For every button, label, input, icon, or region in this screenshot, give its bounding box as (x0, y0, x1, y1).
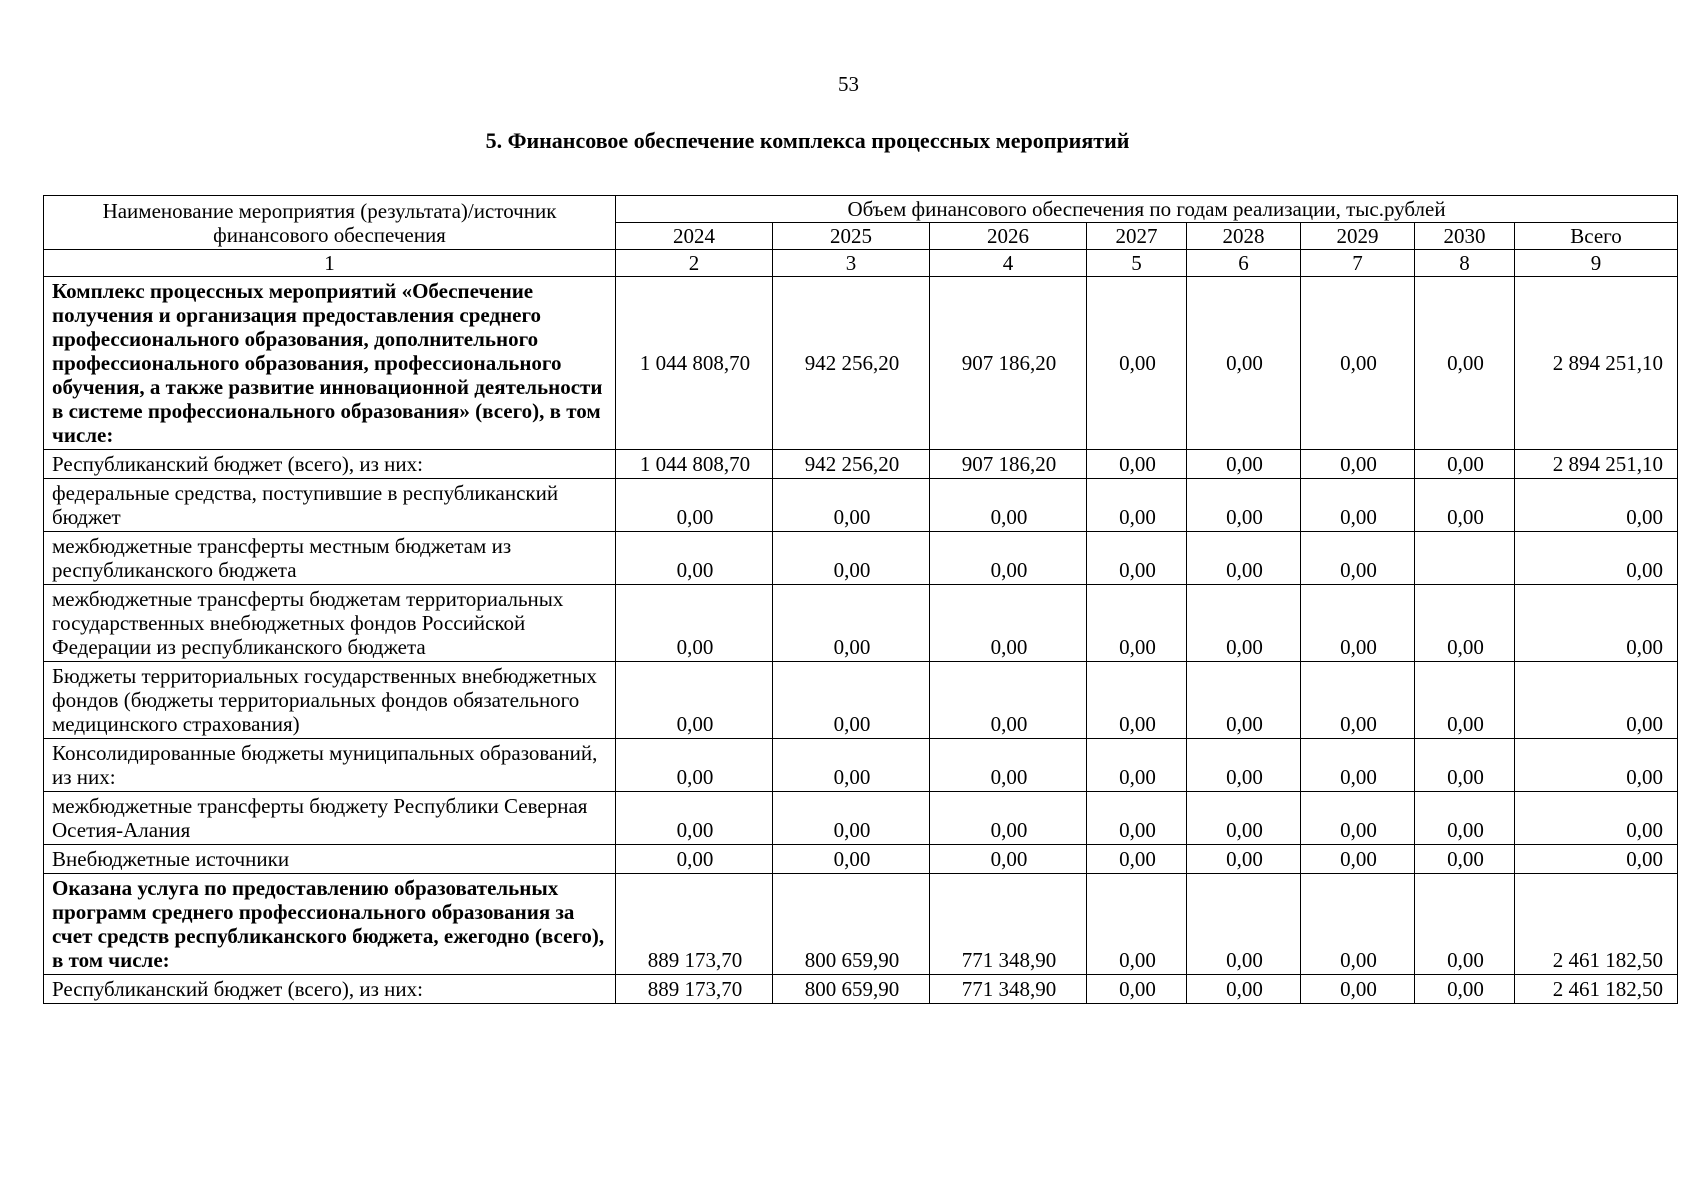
row-value: 0,00 (1415, 585, 1515, 662)
row-value: 0,00 (930, 845, 1087, 874)
row-value: 0,00 (1087, 450, 1187, 479)
row-name: Комплекс процессных мероприятий «Обеспечение получения и организация предоставления среднего профессионального образования, дополнительного профессионального образования, профессионального обучения, а также развитие инновационной деятельности в системе профессионального образования» (всего), в том числе: (44, 277, 616, 450)
row-value: 0,00 (616, 845, 773, 874)
row-value: 0,00 (1415, 277, 1515, 450)
row-value: 0,00 (1301, 585, 1415, 662)
row-value: 0,00 (616, 532, 773, 585)
row-value (1415, 532, 1515, 585)
header-year: 2028 (1187, 223, 1301, 250)
row-total-value: 0,00 (1515, 792, 1678, 845)
row-value: 0,00 (1301, 662, 1415, 739)
row-value: 0,00 (1187, 662, 1301, 739)
row-value: 0,00 (930, 739, 1087, 792)
row-name: межбюджетные трансферты бюджету Республики Северная Осетия-Алания (44, 792, 616, 845)
table-row (44, 277, 1678, 450)
row-value: 0,00 (773, 479, 930, 532)
row-value: 0,00 (773, 662, 930, 739)
row-value: 771 348,90 (930, 874, 1087, 975)
header-year: 2030 (1415, 223, 1515, 250)
row-value: 0,00 (1301, 532, 1415, 585)
row-value: 0,00 (1087, 975, 1187, 1004)
row-value: 0,00 (930, 662, 1087, 739)
header-total: Всего (1515, 223, 1678, 250)
row-value: 0,00 (773, 845, 930, 874)
row-total-value: 0,00 (1515, 532, 1678, 585)
row-value: 771 348,90 (930, 975, 1087, 1004)
row-value: 0,00 (1415, 450, 1515, 479)
section-title: 5. Финансовое обеспечение комплекса процессных мероприятий (485, 128, 1130, 153)
row-value: 800 659,90 (773, 975, 930, 1004)
row-value: 0,00 (1187, 450, 1301, 479)
header-year: 2027 (1087, 223, 1187, 250)
row-value: 942 256,20 (773, 450, 930, 479)
row-value: 0,00 (1415, 479, 1515, 532)
row-value: 0,00 (1415, 792, 1515, 845)
row-value: 0,00 (1301, 277, 1415, 450)
table-row (44, 975, 1678, 1004)
row-value: 0,00 (773, 739, 930, 792)
row-value: 0,00 (1187, 874, 1301, 975)
row-value: 0,00 (1187, 479, 1301, 532)
header-row-1 (44, 196, 1678, 223)
row-value: 0,00 (930, 532, 1087, 585)
page-number: 53 (838, 72, 859, 96)
row-total-value: 0,00 (1515, 479, 1678, 532)
row-value: 0,00 (773, 792, 930, 845)
row-value: 1 044 808,70 (616, 450, 773, 479)
table-row (44, 792, 1678, 845)
row-total-value: 2 461 182,50 (1515, 874, 1678, 975)
row-value: 1 044 808,70 (616, 277, 773, 450)
row-value: 0,00 (1415, 662, 1515, 739)
row-value: 0,00 (1187, 277, 1301, 450)
table-row (44, 662, 1678, 739)
row-name: Бюджеты территориальных государственных внебюджетных фондов (бюджеты территориальных фондов обязательного медицинского страхования) (44, 662, 616, 739)
row-value: 0,00 (1415, 975, 1515, 1004)
col-number: 1 (44, 250, 616, 277)
row-name: Республиканский бюджет (всего), из них: (44, 450, 616, 479)
header-name-col: Наименование мероприятия (результата)/источник финансового обеспечения (44, 196, 616, 250)
table-row (44, 739, 1678, 792)
table-row (44, 479, 1678, 532)
row-name: Консолидированные бюджеты муниципальных образований, из них: (44, 739, 616, 792)
col-number: 2 (616, 250, 773, 277)
table-row (44, 450, 1678, 479)
row-total-value: 2 461 182,50 (1515, 975, 1678, 1004)
row-value: 907 186,20 (930, 450, 1087, 479)
row-value: 800 659,90 (773, 874, 930, 975)
row-value: 0,00 (1301, 739, 1415, 792)
header-year: 2026 (930, 223, 1087, 250)
row-value: 0,00 (773, 585, 930, 662)
row-total-value: 0,00 (1515, 845, 1678, 874)
col-number: 9 (1515, 250, 1678, 277)
col-number: 5 (1087, 250, 1187, 277)
row-total-value: 0,00 (1515, 662, 1678, 739)
row-name: межбюджетные трансферты бюджетам территориальных государственных внебюджетных фондов Российской Федерации из республиканского бюджета (44, 585, 616, 662)
row-total-value: 2 894 251,10 (1515, 450, 1678, 479)
col-number: 4 (930, 250, 1087, 277)
row-value: 0,00 (1301, 845, 1415, 874)
header-year: 2024 (616, 223, 773, 250)
row-value: 0,00 (1187, 845, 1301, 874)
row-value: 0,00 (616, 479, 773, 532)
row-name: Республиканский бюджет (всего), из них: (44, 975, 616, 1004)
row-value: 0,00 (1301, 450, 1415, 479)
row-value: 0,00 (1187, 975, 1301, 1004)
row-value: 0,00 (930, 792, 1087, 845)
row-total-value: 2 894 251,10 (1515, 277, 1678, 450)
row-name: межбюджетные трансферты местным бюджетам из республиканского бюджета (44, 532, 616, 585)
row-value: 0,00 (1087, 585, 1187, 662)
row-value: 0,00 (1187, 532, 1301, 585)
header-row-col-numbers (44, 250, 1678, 277)
row-value: 0,00 (1187, 585, 1301, 662)
table-row (44, 845, 1678, 874)
row-value: 0,00 (930, 585, 1087, 662)
row-value: 907 186,20 (930, 277, 1087, 450)
row-value: 0,00 (1087, 532, 1187, 585)
row-value: 0,00 (1301, 874, 1415, 975)
row-value: 0,00 (1087, 792, 1187, 845)
row-name: федеральные средства, поступившие в республиканский бюджет (44, 479, 616, 532)
row-value: 0,00 (773, 532, 930, 585)
row-value: 0,00 (1415, 874, 1515, 975)
row-value: 0,00 (616, 792, 773, 845)
row-value: 0,00 (1301, 792, 1415, 845)
table-row (44, 532, 1678, 585)
header-year: 2025 (773, 223, 930, 250)
row-value: 0,00 (1415, 739, 1515, 792)
row-total-value: 0,00 (1515, 585, 1678, 662)
row-value: 0,00 (1187, 792, 1301, 845)
col-number: 3 (773, 250, 930, 277)
row-total-value: 0,00 (1515, 739, 1678, 792)
row-value: 889 173,70 (616, 874, 773, 975)
col-number: 6 (1187, 250, 1301, 277)
row-value: 0,00 (616, 585, 773, 662)
row-value: 0,00 (1087, 662, 1187, 739)
header-year: 2029 (1301, 223, 1415, 250)
row-value: 0,00 (1087, 739, 1187, 792)
row-value: 0,00 (1087, 277, 1187, 450)
row-value: 0,00 (1087, 845, 1187, 874)
table-row (44, 585, 1678, 662)
row-value: 0,00 (930, 479, 1087, 532)
table-row (44, 874, 1678, 975)
row-value: 942 256,20 (773, 277, 930, 450)
row-value: 889 173,70 (616, 975, 773, 1004)
col-number: 8 (1415, 250, 1515, 277)
row-value: 0,00 (1415, 845, 1515, 874)
header-volume-col: Объем финансового обеспечения по годам реализации, тыс.рублей (616, 196, 1678, 223)
col-number: 7 (1301, 250, 1415, 277)
row-name: Внебюджетные источники (44, 845, 616, 874)
row-value: 0,00 (1187, 739, 1301, 792)
row-value: 0,00 (616, 739, 773, 792)
row-value: 0,00 (616, 662, 773, 739)
row-value: 0,00 (1087, 874, 1187, 975)
row-value: 0,00 (1301, 975, 1415, 1004)
row-value: 0,00 (1301, 479, 1415, 532)
row-name: Оказана услуга по предоставлению образовательных программ среднего профессионального образования за счет средств республиканского бюджета, ежегодно (всего), в том числе: (44, 874, 616, 975)
financing-table (43, 195, 1678, 1004)
row-value: 0,00 (1087, 479, 1187, 532)
